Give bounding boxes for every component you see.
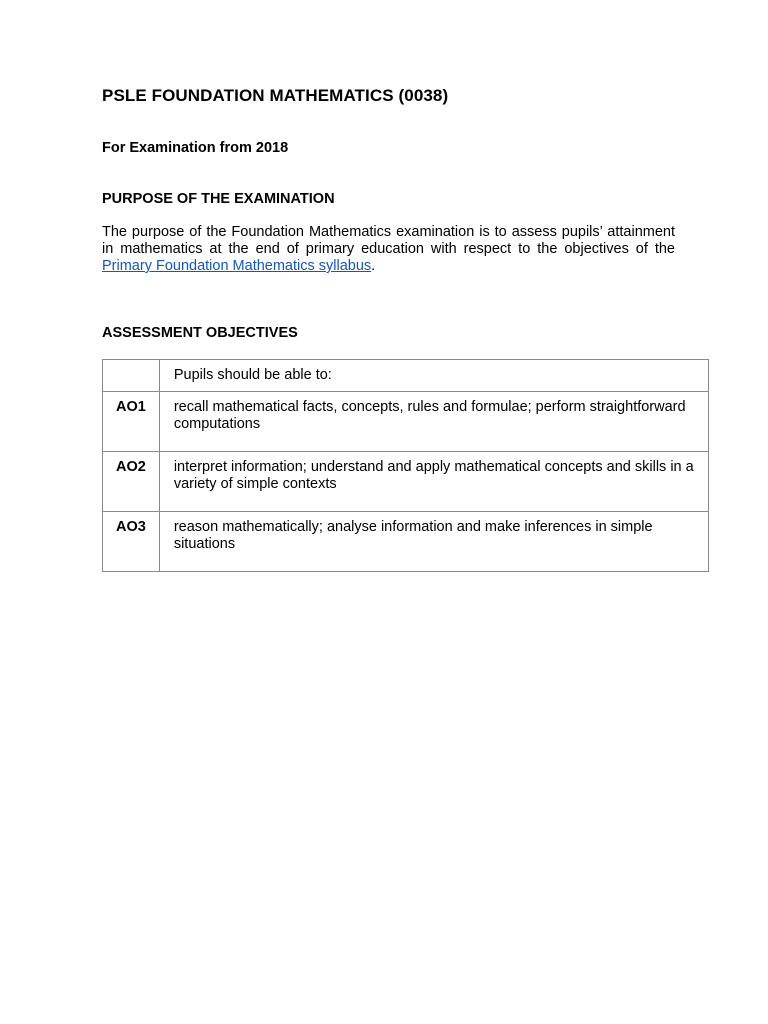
table-header-text: Pupils should be able to: <box>159 360 708 392</box>
objective-description: interpret information; understand and apply mathematical concepts and skills in a variety of simple contexts <box>159 452 708 512</box>
assessment-objectives-table <box>102 359 709 572</box>
objective-description: recall mathematical facts, concepts, rules and formulae; perform straightforward computations <box>159 392 708 452</box>
table-row <box>103 512 709 572</box>
purpose-heading: PURPOSE OF THE EXAMINATION <box>102 191 335 207</box>
syllabus-link[interactable]: Primary Foundation Mathematics syllabus <box>102 258 372 274</box>
objective-code: AO2 <box>103 452 160 512</box>
assessment-objectives-heading: ASSESSMENT OBJECTIVES <box>102 325 298 341</box>
purpose-text-before-link: The purpose of the Foundation Mathematics examination is to assess pupils’ attainment in mathematics at the end of primary education with respect to the objectives of the <box>102 224 675 257</box>
table-row <box>103 452 709 512</box>
objective-description: reason mathematically; analyse information and make inferences in simple situations <box>159 512 708 572</box>
table-header-row <box>103 360 709 392</box>
table-row <box>103 392 709 452</box>
exam-year-subtitle: For Examination from 2018 <box>102 140 289 156</box>
purpose-text-after-link: . <box>371 258 376 274</box>
objective-code: AO1 <box>103 392 160 452</box>
purpose-paragraph <box>102 224 675 275</box>
table-header-code-cell <box>103 360 160 392</box>
page-title: PSLE FOUNDATION MATHEMATICS (0038) <box>102 86 449 105</box>
objective-code: AO3 <box>103 512 160 572</box>
